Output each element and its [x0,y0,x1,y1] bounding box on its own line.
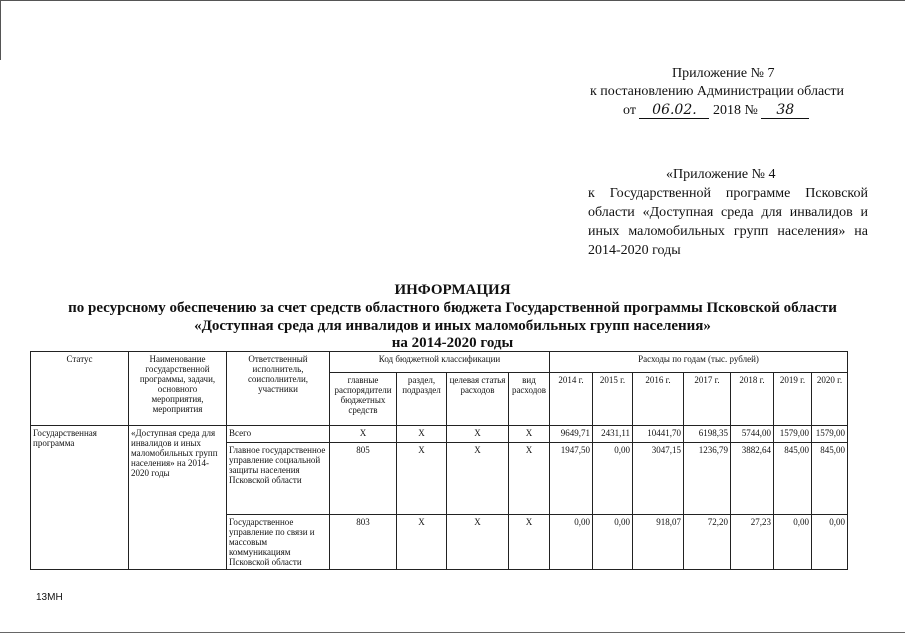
header-target-item: целевая статья расходов [447,373,509,426]
cell-type: X [509,515,550,570]
header-year: 2017 г. [684,373,731,426]
approval-line2: к постановлению Администрации области [590,84,844,99]
footer-code: 13МН [36,592,63,603]
cell-value: 72,20 [684,515,731,570]
cell-value: 1947,50 [550,443,593,515]
cell-responsible: Главное государственное управление социальной защиты населения Псковской области [227,443,330,515]
cell-value: 1236,79 [684,443,731,515]
header-year: 2015 г. [593,373,633,426]
cell-value: 5744,00 [731,426,774,443]
approval-year-text: 2018 № [712,103,758,118]
cell-section: X [397,515,447,570]
cell-value: 1579,00 [774,426,812,443]
header-expenses: Расходы по годам (тыс. рублей) [550,352,848,373]
resource-table [30,351,848,570]
cell-target: X [447,443,509,515]
cell-value: 0,00 [774,515,812,570]
annex-body: к Государственной программе Псковской области «Доступная среда для инвалидов и иных маломобильных групп населения» на 2014-2020 годы [588,186,868,258]
header-year: 2019 г. [774,373,812,426]
cell-value: 918,07 [633,515,684,570]
header-section: раздел, подраздел [397,373,447,426]
cell-grbs: 803 [330,515,397,570]
document-heading: ИНФОРМАЦИЯ [394,282,511,298]
cell-value: 6198,35 [684,426,731,443]
cell-value: 0,00 [550,515,593,570]
cell-program-name: «Доступная среда для инвалидов и иных маломобильных групп населения» на 2014-2020 годы [129,426,227,570]
cell-section: X [397,426,447,443]
header-year: 2020 г. [812,373,848,426]
scan-edge-top [0,0,905,4]
approval-date-handwritten: 06.02. [639,102,709,119]
cell-value: 2431,11 [593,426,633,443]
table-row [31,426,848,443]
cell-value: 3047,15 [633,443,684,515]
cell-responsible: Государственное управление по связи и массовым коммуникациям Псковской области [227,515,330,570]
scan-edge-left [0,0,3,60]
annex-block [588,165,868,260]
document-title-line3: «Доступная среда для инвалидов и иных маломобильных групп населения» [194,318,711,334]
header-status: Статус [31,352,129,426]
header-year: 2014 г. [550,373,593,426]
header-budget-code: Код бюджетной классификации [330,352,550,373]
header-responsible: Ответственный исполнитель, соисполнители, участники [227,352,330,426]
annex-line1: «Приложение № 4 [666,167,776,182]
approval-date-line [623,102,809,119]
cell-target: X [447,515,509,570]
cell-type: X [509,426,550,443]
header-name: Наименование государственной программы, задачи, основного мероприятия, мероприятия [129,352,227,426]
cell-value: 1579,00 [812,426,848,443]
cell-type: X [509,443,550,515]
cell-grbs: 805 [330,443,397,515]
document-title-line2: по ресурсному обеспечению за счет средств областного бюджета Государственной программы Псковской области [68,300,837,316]
cell-value: 3882,64 [731,443,774,515]
approval-date-prefix: от [623,103,636,118]
cell-value: 845,00 [774,443,812,515]
cell-section: X [397,443,447,515]
approval-number-handwritten: 38 [761,102,809,119]
cell-status: Государственная программа [31,426,129,570]
cell-value: 0,00 [593,515,633,570]
header-year: 2018 г. [731,373,774,426]
header-row-1 [31,352,848,373]
scan-edge-bottom [0,632,905,634]
cell-value: 0,00 [593,443,633,515]
cell-responsible: Всего [227,426,330,443]
cell-grbs: X [330,426,397,443]
header-year: 2016 г. [633,373,684,426]
approval-line1: Приложение № 7 [672,66,775,81]
cell-value: 0,00 [812,515,848,570]
cell-value: 845,00 [812,443,848,515]
cell-value: 10441,70 [633,426,684,443]
cell-value: 9649,71 [550,426,593,443]
cell-target: X [447,426,509,443]
document-title-line4: на 2014-2020 годы [391,335,514,351]
header-expense-type: вид расходов [509,373,550,426]
cell-value: 27,23 [731,515,774,570]
header-main-managers: главные распорядители бюджетных средств [330,373,397,426]
